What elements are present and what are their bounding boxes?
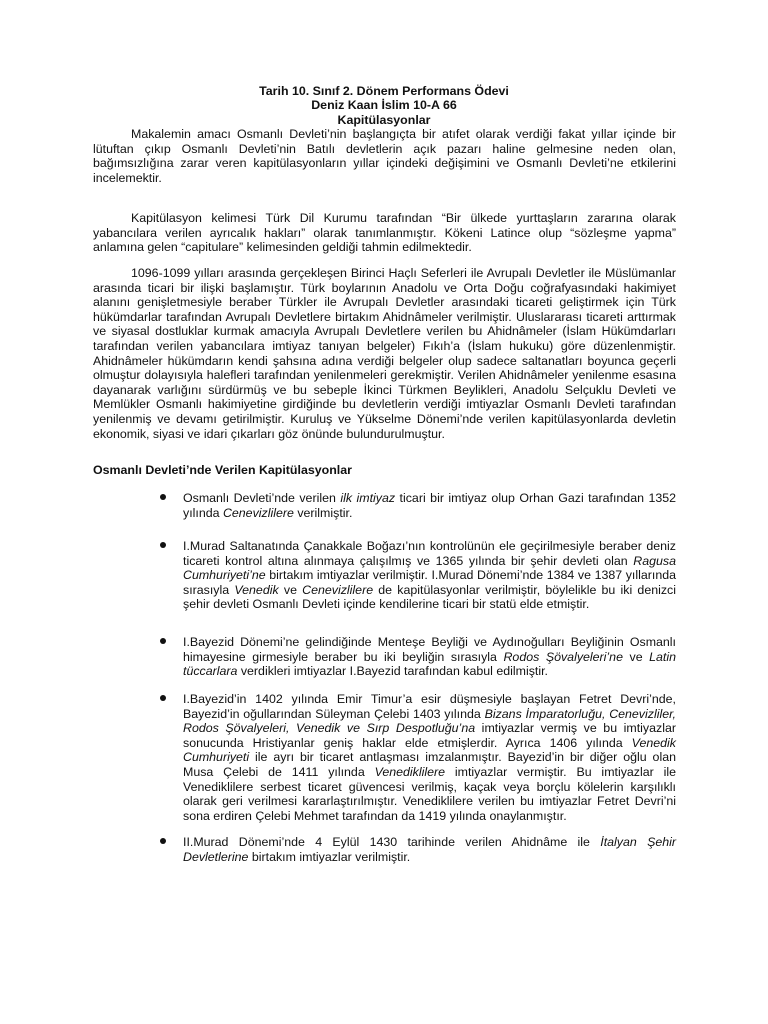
list-item-text — [183, 835, 676, 864]
italic-term: Venedik — [234, 582, 279, 597]
text-run: ile ayrı bir ticaret antlaşması imzalanmıştır. Bayezid’in bir diğer oğlu olan Musa Çelebi de 1411 yılında — [183, 750, 676, 779]
text-run: II.Murad Dönemi’nde 4 Eylül 1430 tarihinde verilen Ahidnâme ile — [183, 835, 601, 849]
text-run: verdikleri imtiyazlar I.Bayezid tarafından kabul edilmiştir. — [237, 664, 548, 679]
list-item — [150, 692, 676, 823]
list-item — [150, 491, 676, 520]
italic-term: Bizans İmparatorluğu, Cenevizliler, Rodos Şövalyeleri, Venedik ve Sırp Despotluğu’na — [183, 706, 676, 736]
history-paragraph: 1096-1099 yılları arasında gerçekleşen Birinci Haçlı Seferleri ile Avrupalı Devletler ile Müslümanlar arasında ticari bir ilişki başlamıştır. Türk boylarının Anadolu ve Orta Doğu coğrafyasındaki hakimiyet alanını genişletmesiyle beraber Türkler ile Avrupalı Devletler arasındaki ticareti geliştirmek için Türk hükümdarlar tarafından Avrupalı Devletlere birtakım Ahidnâmeler verilmiştir. Uluslararası ticareti arttırmak ve siyasal dostluklar kurmak amacıyla Avrupalı Devletlere verilen bu Ahidnâmeler (İslam Hükümdarları tarafından verilen yabancılara imtiyaz tanıyan belgeler) Fıkıh’a (İslam hukuku) göre düzenlenmiştir. Ahidnâmeler hükümdarın kendi şahsına adına verdiği belgeler olup sadece saltanatları boyunca geçerli olmuştur dolayısıyla halefleri tarafından yenilenmeleri gerekmiştir. Verilen Ahidnâmeler yenilenme esasına dayanarak varlığını sürdürmüş ve bu sebeple İkinci Türkmen Beylikleri, Anadolu Selçuklu Devleti ve Memlükler Osmanlı hakimiyetine girdiğinde bu devletlerin verdiği imtiyazlar Osmanlı Devleti tarafından yenilenmiş ve devamı getirilmiştir. Kuruluş ve Yükselme Dönemi’nde verilen kapitülasyonlarda devletin ekonomik, siyasi ve idari çıkarları göz önünde bulundurulmuştur. — [93, 266, 676, 441]
text-run: I.Murad Saltanatında Çanakkale Boğazı’nın kontrolünün ele geçirilmesiyle beraber deniz ticareti kontrol altına alınmaya çalışılmış ve 1365 yılında bir şehir devleti olan — [183, 539, 676, 568]
list-item-text — [183, 491, 676, 520]
text-run: de kapitülasyonlar verilmiştir, böylelikle bu iki denizci şehir devleti Osmanlı Devleti içinde kendilerine ticari bir statü elde etmiştir. — [183, 582, 676, 612]
title-line-1: Tarih 10. Sınıf 2. Dönem Performans Ödevi — [259, 84, 509, 98]
list-item — [150, 539, 676, 612]
italic-term: Cenevizlilere — [302, 582, 374, 597]
list-item-text — [183, 539, 676, 612]
italic-term: Rodos Şövalyeleri’ne — [503, 649, 623, 664]
text-run: ve — [278, 582, 303, 597]
text-run: I.Bayezid’in 1402 yılında Emir Timur’a esir düşmesiyle başlayan Fetret Devri’nde, Bayezid’in oğullarından Süleyman Çelebi 1403 yılında — [183, 692, 676, 721]
list-item — [150, 835, 676, 864]
text-run: verilmiştir. — [293, 505, 353, 520]
document-title — [0, 84, 768, 127]
bullet-icon — [160, 635, 170, 645]
italic-term: Venediklilere — [374, 764, 446, 779]
bullet-icon — [160, 491, 170, 501]
intro-paragraph: Makalemin amacı Osmanlı Devleti’nin başlangıçta bir atıfet olarak verdiği fakat yıllar içinde bir lütuftan çıkıp Osmanlı Devleti’nin Batılı devletlerin açık pazarı haline gelmesine neden olan, bağımsızlığına zarar veren kapitülasyonların yıllar içindeki değişimini ve Osmanlı Devleti’ne etkilerini incelemektir. — [93, 127, 676, 185]
italic-term: ilk imtiyaz — [340, 491, 396, 505]
text-run: ve — [622, 649, 650, 664]
italic-term: Venedik Cumhuriyeti — [183, 735, 676, 765]
text-run: ticari bir imtiyaz olup Orhan Gazi tarafından 1352 yılında — [183, 491, 677, 520]
italic-term: Ragusa Cumhuriyeti’ne — [183, 553, 676, 583]
bullet-icon — [160, 539, 170, 549]
text-run: birtakım imtiyazlar verilmiştir. I.Murad Dönemi’nde 1384 ve 1387 yıllarında sırasıyla — [183, 568, 676, 597]
italic-term: Latin tüccarlara — [183, 649, 676, 679]
section-heading: Osmanlı Devleti’nde Verilen Kapitülasyonlar — [93, 463, 352, 477]
text-run: imtiyazlar vermiş ve bu imtiyazlar sonucunda Hristiyanlar geniş haklar elde etmişlerdir. Ayrıca 1406 yılında — [183, 721, 676, 750]
text-run: I.Bayezid Dönemi’ne gelindiğinde Menteşe Beyliği ve Aydınoğulları Beyliğinin Osmanlı himayesine girmesiyle beraber bu iki beyliğin sırasıyla — [183, 635, 676, 664]
bullet-icon — [160, 835, 170, 845]
title-line-2: Deniz Kaan İslim 10-A 66 — [311, 98, 457, 113]
list-item-text — [183, 692, 676, 823]
italic-term: Cenevizlilere — [222, 505, 294, 520]
list-item-text — [183, 635, 676, 679]
text-run: Osmanlı Devleti’nde verilen — [183, 491, 341, 505]
list-item — [150, 635, 676, 679]
definition-paragraph: Kapitülasyon kelimesi Türk Dil Kurumu tarafından “Bir ülkede yurttaşların zararına olarak yabancılara verilen ayrıcalık hakları” olarak tanımlanmıştır. Kökeni Latince olup “sözleşme yapma” anlamına gelen “capitulare” kelimesinden geldiği tahmin edilmektedir. — [93, 211, 676, 255]
bullet-icon — [160, 692, 170, 702]
italic-term: İtalyan Şehir Devletlerine — [183, 835, 676, 864]
title-line-3: Kapitülasyonlar — [337, 112, 431, 127]
text-run: birtakım imtiyazlar verilmiştir. — [248, 849, 411, 864]
text-run: imtiyazlar vermiştir. Bu imtiyazlar ile Venediklilere serbest ticaret güvencesi verilmiş, kaçak veya borçlu kölelerin karşılıklı olarak geri verilmesi kararlaştırılmıştır. Venediklilere verilen bu imtiyazlar Fetret Devri’ni sona erdiren Çelebi Mehmet tarafından da 1419 yılında onaylanmıştır. — [183, 764, 676, 823]
